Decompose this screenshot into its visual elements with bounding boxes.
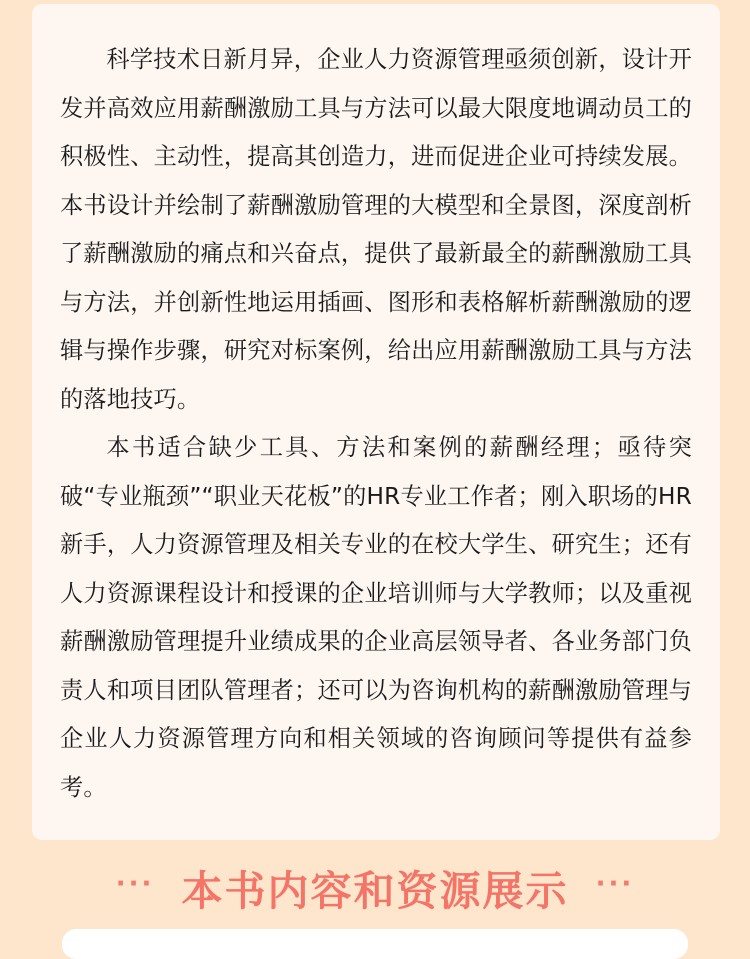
intro-card bbox=[32, 4, 720, 840]
content-card-top bbox=[62, 929, 688, 959]
left-dots-decoration: ··· bbox=[115, 868, 155, 899]
section-title-text: 本书内容和资源展示 bbox=[181, 867, 569, 915]
intro-paragraph-2: 本书适合缺少工具、方法和案例的薪酬经理；亟待突破“专业瓶颈”“职业天花板”的HR专业工作者；刚入职场的HR新手，人力资源管理及相关专业的在校大学生、研究生；还有人力资源课程设计和授课的企业培训师与大学教师；以及重视薪酬激励管理提升业绩成果的企业高层领导者、各业务部门负责人和项目团队管理者；还可以为咨询机构的薪酬激励管理与企业人力资源管理方向和相关领域的咨询顾问等提供有益参考。 bbox=[60, 434, 692, 801]
intro-paragraph-1: 科学技术日新月异，企业人力资源管理亟须创新，设计开发并高效应用薪酬激励工具与方法可以最大限度地调动员工的积极性、主动性，提高其创造力，进而促进企业可持续发展。本书设计并绘制了薪酬激励管理的大模型和全景图，深度剖析了薪酬激励的痛点和兴奋点，提供了最新最全的薪酬激励工具与方法，并创新性地运用插画、图形和表格解析薪酬激励的逻辑与操作步骤，研究对标案例，给出应用薪酬激励工具与方法的落地技巧。 bbox=[60, 46, 692, 413]
right-dots-decoration: ··· bbox=[595, 868, 635, 899]
section-heading bbox=[0, 858, 750, 918]
